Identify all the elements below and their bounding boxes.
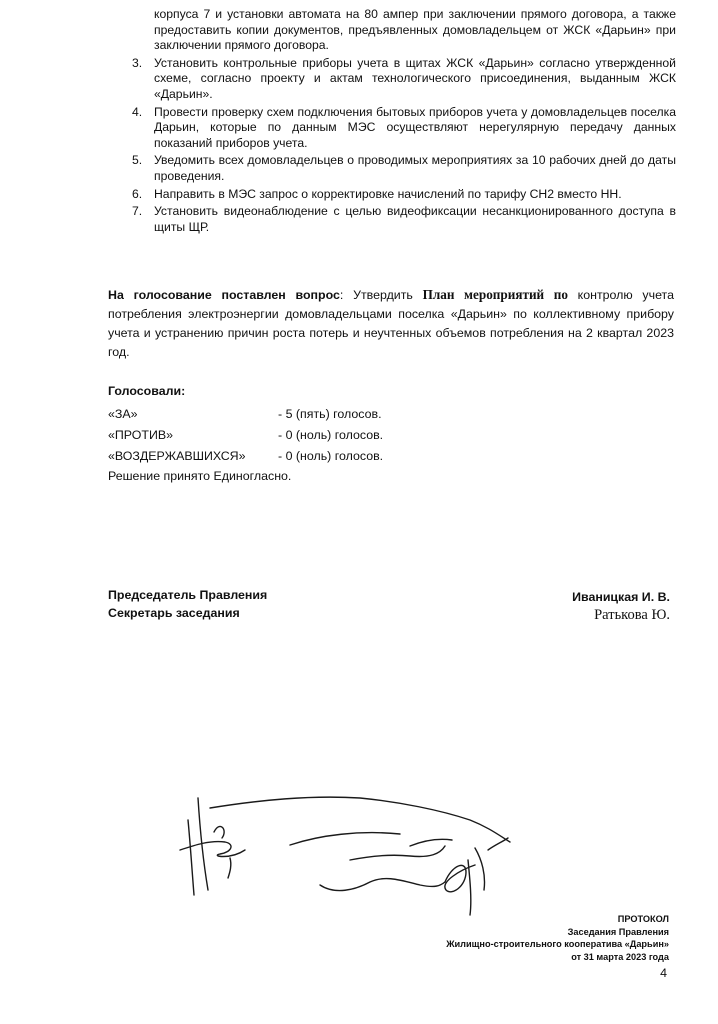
vote-row bbox=[108, 425, 508, 446]
footer-title: ПРОТОКОЛ bbox=[617, 914, 669, 924]
question-label: На голосование поставлен вопрос bbox=[108, 288, 340, 302]
vote-value: - 5 (пять) голосов. bbox=[278, 407, 382, 421]
chair-title: Председатель Правления bbox=[108, 588, 268, 602]
list-item-text: корпуса 7 и установки автомата на 80 ампер при заключении прямого договора, а также предоставить копии документов, предъявленных домовладельцем от ЖСК «Дарьин» при заключении прямого договора. bbox=[154, 7, 676, 53]
vote-label: «ВОЗДЕРЖАВШИХСЯ» bbox=[108, 449, 246, 463]
question-lead: : Утвердить bbox=[339, 288, 423, 302]
chair-name: Иваницкая И. В. bbox=[572, 590, 670, 604]
voting-question bbox=[108, 285, 674, 362]
vote-value: - 0 (ноль) голосов. bbox=[278, 449, 384, 463]
list-item-text: Установить видеонаблюдение с целью видеофиксации несанкционированного доступа в щиты ЩР. bbox=[154, 204, 676, 234]
footer-organization: Жилищно-строительного кооператива «Дарьин» bbox=[446, 939, 669, 949]
secretary-name: Ратькова Ю. bbox=[594, 607, 670, 623]
list-item-number: 5. bbox=[132, 153, 143, 168]
signer-titles bbox=[108, 586, 267, 622]
voting-results bbox=[108, 384, 508, 485]
vote-label: «ПРОТИВ» bbox=[108, 428, 174, 442]
secretary-title: Секретарь заседания bbox=[108, 606, 240, 620]
list-item-text: Установить контрольные приборы учета в щитах ЖСК «Дарьин» согласно утвержденной схеме, согласно проекту и актам технологического присоединения, выданным ЖСК «Дарьин». bbox=[154, 55, 676, 101]
list-item-number: 7. bbox=[132, 204, 143, 219]
list-item-number: 6. bbox=[132, 186, 143, 201]
page-number: 4 bbox=[660, 966, 667, 980]
footer-date: от 31 марта 2023 года bbox=[571, 951, 669, 962]
vote-label: «ЗА» bbox=[108, 407, 138, 421]
list-item-continuation bbox=[108, 7, 676, 54]
vote-row bbox=[108, 446, 508, 467]
action-list bbox=[108, 7, 676, 237]
list-item-text: Провести проверку схем подключения бытовых приборов учета у домовладельцев поселка Дарьин, которые по данным МЭС осуществляют нерегулярную передачу данных показаний приборов учета. bbox=[154, 104, 676, 150]
footer-subtitle: Заседания Правления bbox=[567, 926, 669, 937]
list-item-number: 3. bbox=[132, 55, 143, 70]
list-item bbox=[108, 204, 676, 235]
list-item-number: 4. bbox=[132, 104, 143, 119]
list-item bbox=[108, 153, 676, 184]
list-item bbox=[108, 105, 676, 152]
signer-names bbox=[572, 588, 670, 624]
list-item bbox=[108, 56, 676, 103]
decision-text: Решение принято Единогласно. bbox=[108, 469, 292, 483]
list-item-text: Направить в МЭС запрос о корректировке начислений по тарифу СН2 вместо НН. bbox=[154, 186, 622, 201]
question-plan: План мероприятий по bbox=[422, 287, 568, 302]
vote-row bbox=[108, 404, 508, 425]
vote-value: - 0 (ноль) голосов. bbox=[278, 428, 384, 442]
document-footer bbox=[446, 913, 669, 963]
question-text: контролю учета потребления электроэнергии домовладельцами поселка «Дарьин» по коллективному прибору учета и устранению причин роста потерь и неучтенных объемов потребления на 2 квартал 2023 год. bbox=[108, 288, 674, 359]
list-item bbox=[108, 187, 676, 203]
voting-heading: Голосовали: bbox=[108, 384, 186, 398]
list-item-text: Уведомить всех домовладельцев о проводимых мероприятиях за 10 рабочих дней до даты проведения. bbox=[154, 153, 676, 183]
handwritten-signature bbox=[170, 790, 540, 930]
